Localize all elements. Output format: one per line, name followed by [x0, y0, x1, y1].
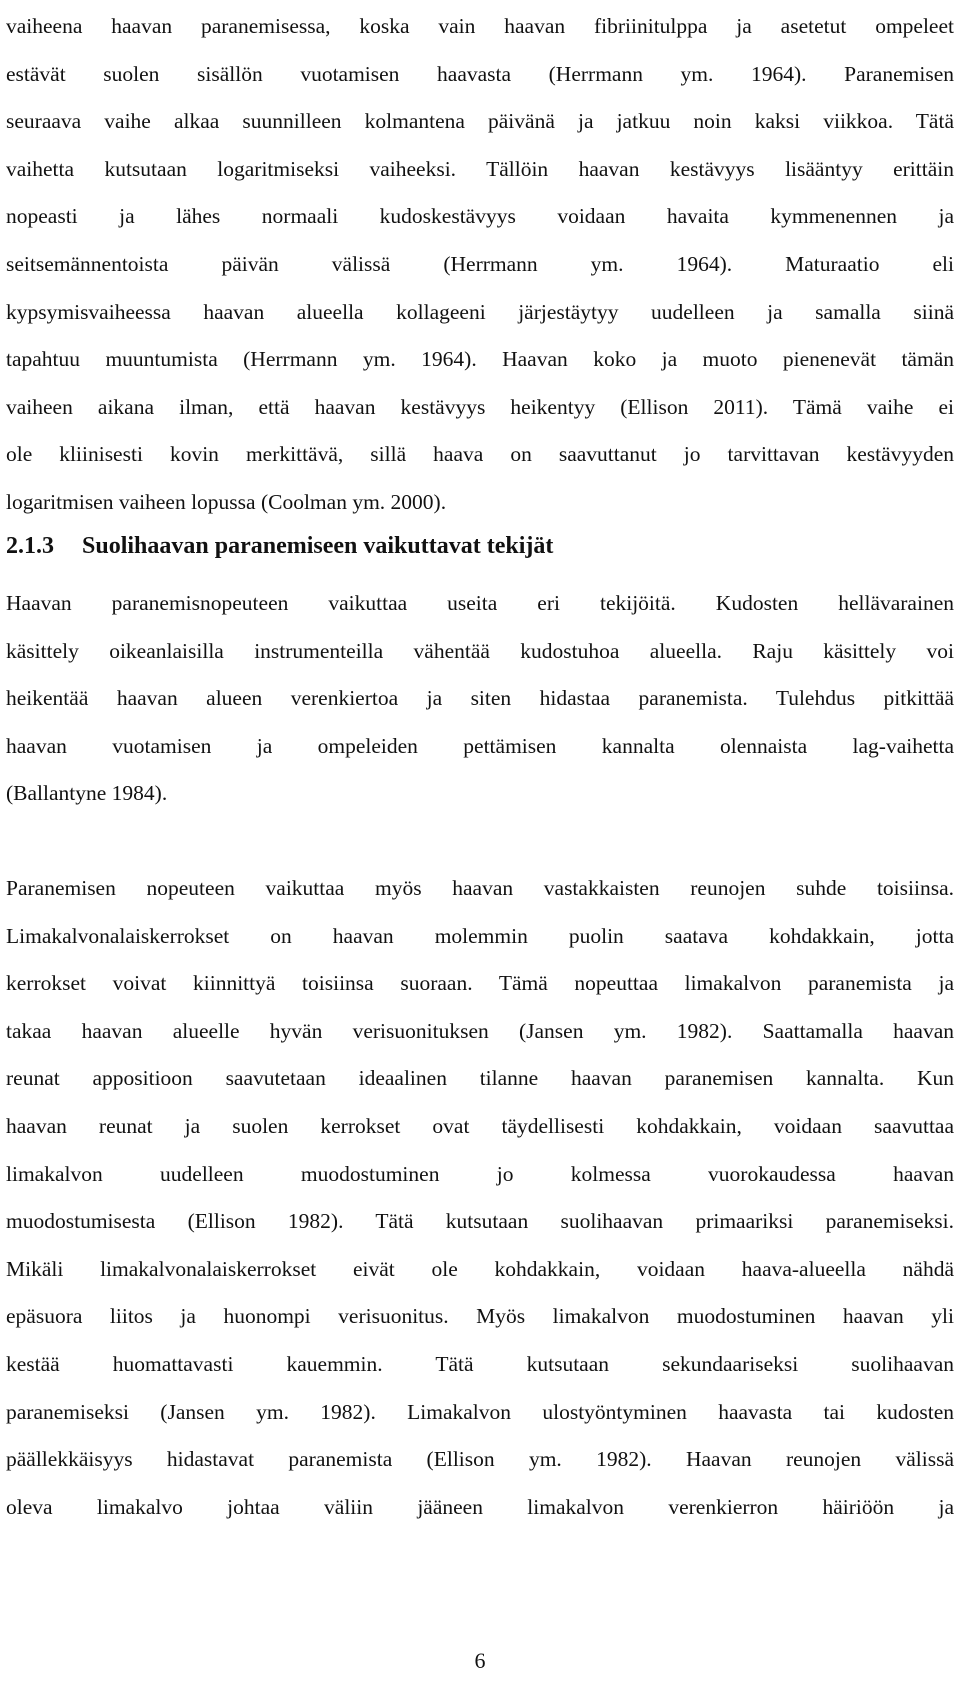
section-number: 2.1.3 [6, 533, 54, 559]
text-line: haavan vuotamisen ja ompeleiden pettämisen kannalta olennaista lag-vaihetta [6, 733, 954, 758]
text-line: limakalvon uudelleen muodostuminen jo kolmessa vuorokaudessa haavan [6, 1161, 954, 1186]
text-line: seitsemännentoista päivän välissä (Herrmann ym. 1964). Maturaatio eli [6, 251, 954, 276]
text-line: vaihetta kutsutaan logaritmiseksi vaiheeksi. Tällöin haavan kestävyys lisääntyy erittäin [6, 156, 954, 181]
text-line: kestää huomattavasti kauemmin. Tätä kutsutaan sekundaariseksi suolihaavan [6, 1351, 954, 1376]
text-line: logaritmisen vaiheen lopussa (Coolman ym. 2000). [6, 489, 447, 514]
paragraph-wound-edges [6, 865, 954, 1531]
text-line: vaiheen aikana ilman, että haavan kestävyys heikentyy (Ellison 2011). Tämä vaihe ei [6, 394, 954, 419]
text-line: käsittely oikeanlaisilla instrumenteilla vähentää kudostuhoa alueella. Raju käsittely voi [6, 638, 954, 663]
text-line: Mikäli limakalvonalaiskerrokset eivät ole kohdakkain, voidaan haava-alueella nähdä [6, 1256, 954, 1281]
text-line: (Ballantyne 1984). [6, 781, 168, 806]
text-line: Limakalvonalaiskerrokset on haavan molemmin puolin saatava kohdakkain, jotta [6, 923, 954, 948]
text-line: kerrokset voivat kiinnittyä toisiinsa suoraan. Tämä nopeuttaa limakalvon paranemista ja [6, 971, 954, 996]
text-line: seuraava vaihe alkaa suunnilleen kolmantena päivänä ja jatkuu noin kaksi viikkoa. Tätä [6, 109, 954, 134]
text-line: päällekkäisyys hidastavat paranemista (Ellison ym. 1982). Haavan reunojen välissä [6, 1447, 954, 1472]
text-line: epäsuora liitos ja huonompi verisuonitus. Myös limakalvon muodostuminen haavan yli [6, 1304, 954, 1329]
page-number: 6 [474, 1648, 486, 1673]
text-line: oleva limakalvo johtaa väliin jääneen limakalvon verenkierron häiriöön ja [6, 1494, 954, 1519]
paragraph-healing-factors [6, 580, 954, 818]
text-line: paranemiseksi (Jansen ym. 1982). Limakalvon ulostyöntyminen haavasta tai kudosten [6, 1399, 954, 1424]
text-line: kypsymisvaiheessa haavan alueella kollageeni järjestäytyy uudelleen ja samalla siinä [6, 299, 954, 324]
text-line: estävät suolen sisällön vuotamisen haavasta (Herrmann ym. 1964). Paranemisen [6, 61, 954, 86]
text-line: Paranemisen nopeuteen vaikuttaa myös haavan vastakkaisten reunojen suhde toisiinsa. [6, 876, 954, 900]
text-line: takaa haavan alueelle hyvän verisuonituksen (Jansen ym. 1982). Saattamalla haavan [6, 1018, 954, 1043]
text-line: vaiheena haavan paranemisessa, koska vain haavan fibriinitulppa ja asetetut ompeleet [6, 14, 954, 38]
text-line: haavan reunat ja suolen kerrokset ovat täydellisesti kohdakkain, voidaan saavuttaa [6, 1113, 954, 1138]
text-line: reunat appositioon saavutetaan ideaalinen tilanne haavan paranemisen kannalta. Kun [6, 1066, 954, 1091]
text-line: ole kliinisesti kovin merkittävä, sillä haava on saavuttanut jo tarvittavan kestävyyden [6, 442, 954, 467]
text-line: heikentää haavan alueen verenkiertoa ja siten hidastaa paranemista. Tulehdus pitkittää [6, 686, 954, 711]
text-line: tapahtuu muuntumista (Herrmann ym. 1964). Haavan koko ja muoto pienenevät tämän [6, 347, 954, 372]
section-title: Suolihaavan paranemiseen vaikuttavat tekijät [82, 533, 554, 559]
text-line: Haavan paranemisnopeuteen vaikuttaa useita eri tekijöitä. Kudosten hellävarainen [6, 591, 954, 615]
text-line: nopeasti ja lähes normaali kudoskestävyys voidaan havaita kymmenennen ja [6, 204, 954, 229]
paragraph-wound-healing-phases [6, 3, 954, 527]
section-heading [6, 526, 553, 566]
text-line: muodostumisesta (Ellison 1982). Tätä kutsutaan suolihaavan primaariksi paranemiseksi. [6, 1209, 954, 1234]
